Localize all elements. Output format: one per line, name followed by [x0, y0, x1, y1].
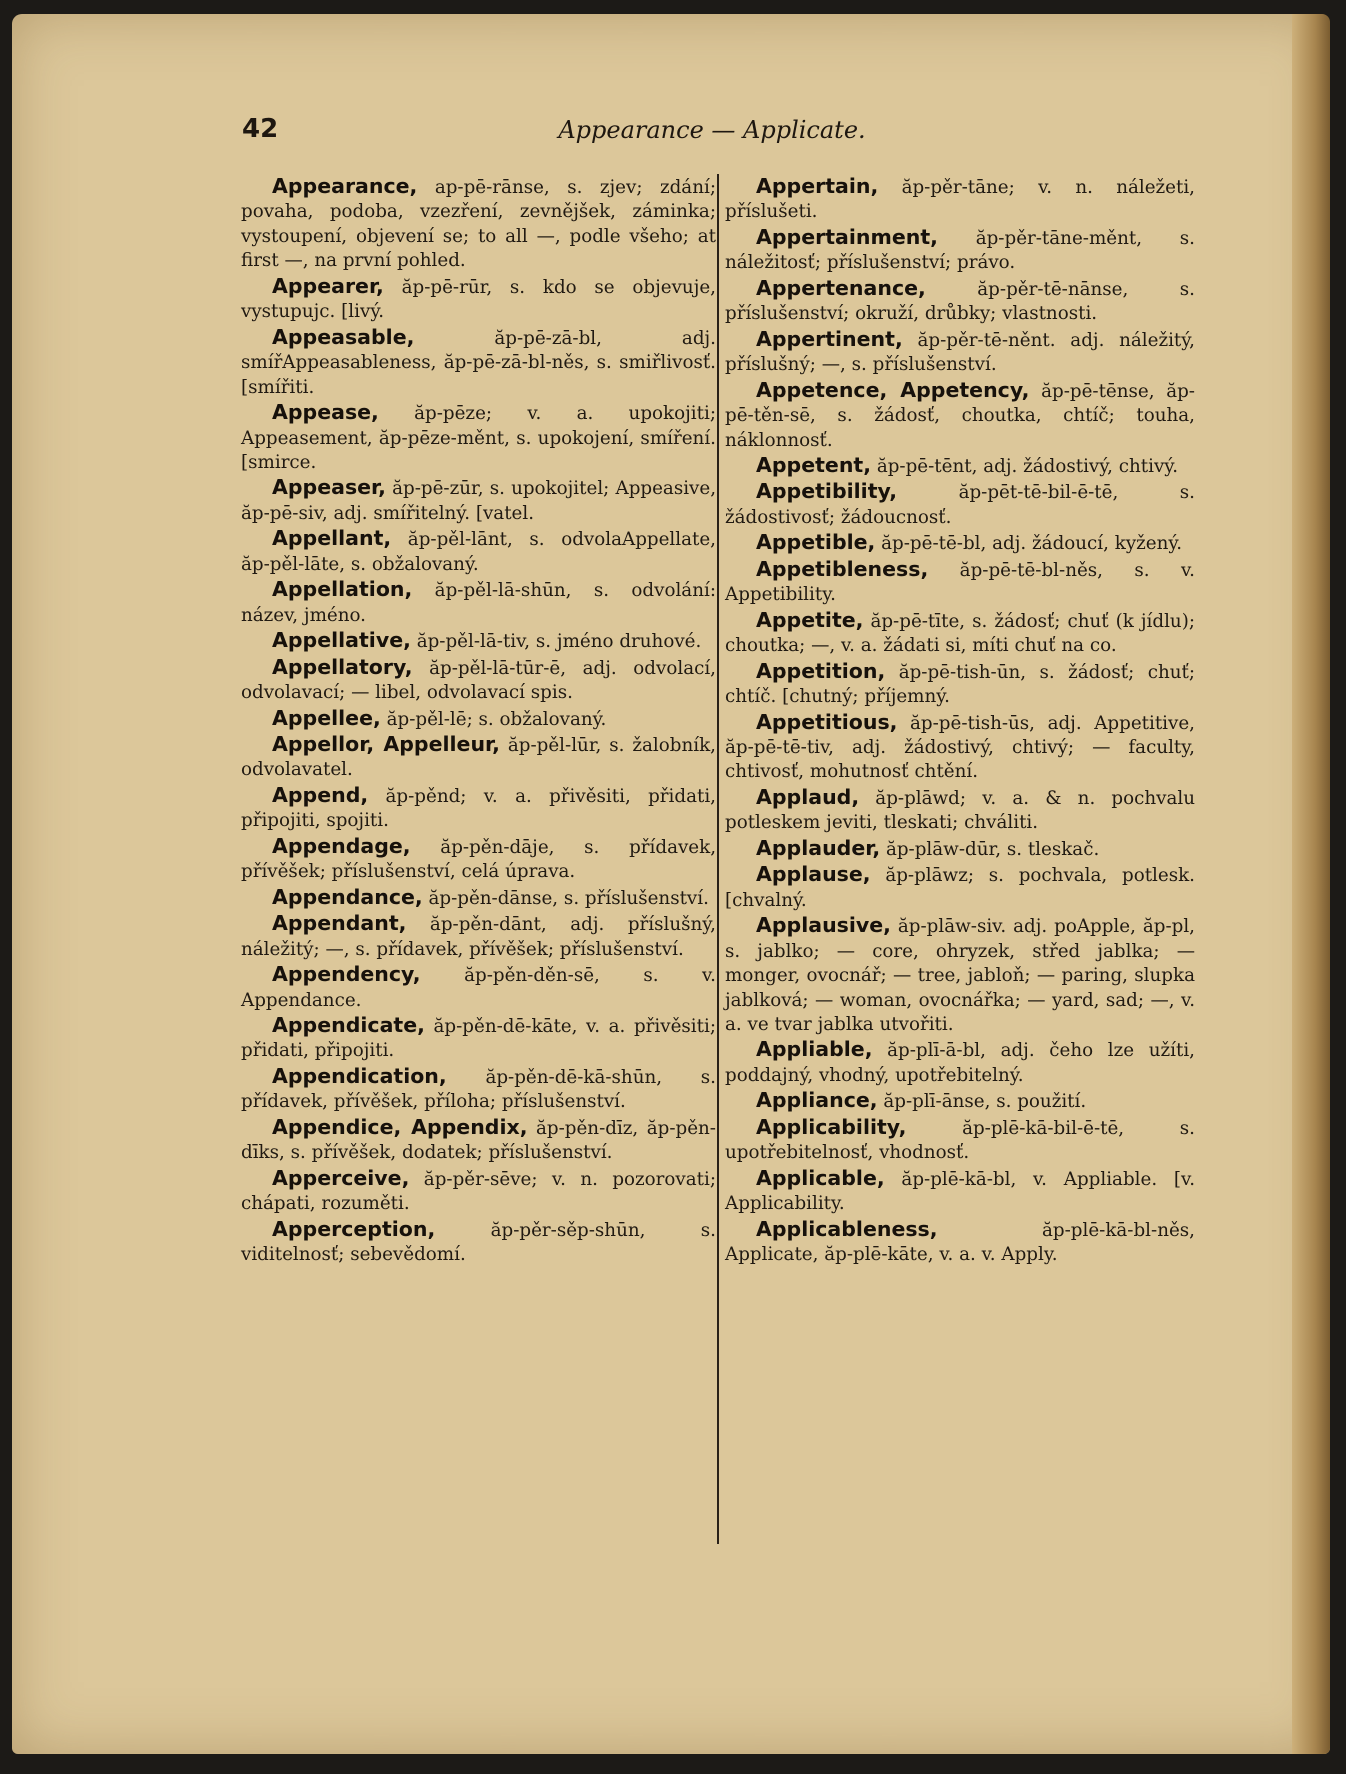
dictionary-entry [725, 225, 1195, 276]
entry-headword: Append, [272, 782, 369, 807]
entry-headword: Appellation, [272, 577, 413, 602]
entry-definition: ăp-pěn-dē-kā-shūn, s. přídavek, přívěšek, příloha; příslušenství. [241, 1066, 716, 1113]
entry-headword: Appertenance, [756, 275, 926, 300]
dictionary-entry [241, 783, 716, 834]
dictionary-entry [725, 276, 1195, 327]
entry-headword: Appendication, [272, 1063, 447, 1088]
entry-headword: Applausive, [756, 913, 891, 938]
dictionary-entry [725, 453, 1195, 479]
entry-headword: Appease, [272, 400, 379, 425]
entry-definition: ăp-plē-kā-bl, v. Appliable. [v. Applicability. [725, 1168, 1195, 1215]
entry-definition: ăp-pēt-tē-bil-ē-tē, s. žádostivosť; žádoucnosť. [725, 482, 1195, 528]
entry-definition: ăp-pěr-sěp-shūn, s. viditelnosť; sebevědomí. [241, 1219, 716, 1266]
entry-definition: ăp-pěn-dānt, adj. příslušný, náležitý; —, s. přídavek, přívěšek; příslušenství. [241, 914, 716, 960]
dictionary-entry [725, 327, 1195, 378]
entry-definition: ăp-pěn-dē-kāte, v. a. přivěsiti; přidati, připojiti. [241, 1015, 716, 1062]
dictionary-entry [241, 174, 716, 274]
entry-headword: Appetent, [756, 452, 872, 477]
entry-definition: ăp-pěr-tāne-měnt, s. náležitosť; příslušenství; právo. [725, 227, 1195, 274]
dictionary-entry [241, 628, 716, 654]
dictionary-entry [241, 526, 716, 577]
dictionary-entry [241, 706, 716, 732]
dictionary-entry [241, 475, 716, 526]
entry-definition: ăp-plāwz; s. pochvala, potlesk. [chvalný. [725, 865, 1195, 911]
entry-definition: ăp-pěn-dāje, s. přídavek, přívěšek; příslušenství, celá úprava. [241, 836, 716, 883]
entry-definition: ăp-pěn-děn-sē, s. v. Appendance. [241, 965, 716, 1011]
entry-definition: ăp-plī-ā-bl, adj. čeho lze užíti, poddajný, vhodný, upotřebitelný. [725, 1040, 1195, 1086]
dictionary-entry [241, 577, 716, 628]
dictionary-entry [241, 1217, 716, 1268]
entry-headword: Appertain, [756, 174, 879, 198]
entry-headword: Applicability, [756, 1114, 907, 1139]
entry-definition: ăp-pē-tīte, s. žádosť; chuť (k jídlu); choutka; —, v. a. žádati si, míti chuť na co. [725, 610, 1195, 657]
entry-headword: Appetition, [756, 658, 886, 683]
entry-definition: ăp-plāw-siv. adj. poApple, ăp-pl, s. jablko; — core, ohryzek, střed jablka; — monger, ovocnář; — tree, jabloň; — paring, slupka jablková; — woman, ovocnářka; — yard, sad; —, v. a. ve tvar jablka utvořiti. [725, 916, 1195, 1035]
dictionary-entry [241, 1013, 716, 1064]
dictionary-entry [241, 400, 716, 475]
entry-definition: ăp-pēze; v. a. upokojiti; Appeasement, ăp-pēze-měnt, s. upokojení, smíření. [smirce. [241, 403, 716, 473]
dictionary-entry [241, 1115, 716, 1166]
dictionary-entry [725, 608, 1195, 659]
entry-headword: Appeaser, [272, 475, 386, 500]
dictionary-entry [241, 962, 716, 1013]
entry-headword: Appertainment, [756, 224, 938, 249]
column-divider [717, 174, 719, 1544]
entry-definition: ăp-pē-zūr, s. upokojitel; Appeasive, ăp-pē-siv, adj. smířitelný. [vatel. [241, 478, 716, 524]
entry-definition: ăp-pē-zā-bl, adj. smířAppeasableness, ăp-pē-zā-bl-něs, s. smiřlivosť. [smířiti. [241, 327, 716, 398]
dictionary-entry [241, 834, 716, 885]
running-head: Appearance — Applicate. [558, 116, 866, 144]
entry-definition: ăp-pē-rūr, s. kdo se objevuje, vystupujc. [livý. [241, 276, 716, 323]
entry-definition: ăp-pěr-tāne; v. n. náležeti, příslušeti. [725, 177, 1195, 223]
entry-headword: Appellatory, [272, 654, 413, 679]
entry-definition: ăp-pěl-lā-tiv, s. jméno druhové. [410, 631, 702, 653]
entry-headword: Appertinent, [756, 326, 903, 351]
entry-headword: Appellee, [272, 705, 381, 730]
entry-headword: Appendicate, [272, 1012, 425, 1037]
entry-headword: Applicable, [756, 1165, 885, 1190]
page-number: 42 [242, 114, 279, 144]
dictionary-entry [725, 479, 1195, 530]
dictionary-entry [725, 1115, 1195, 1166]
entry-definition: ăp-pěr-sēve; v. n. pozorovati; chápati, rozuměti. [241, 1168, 716, 1215]
entry-headword: Appearance, [272, 174, 418, 198]
entry-definition: ăp-plāw-dūr, s. tleskač. [880, 838, 1100, 860]
entry-headword: Appetitious, [756, 709, 898, 734]
entry-headword: Appliance, [756, 1088, 878, 1113]
entry-headword: Apperception, [272, 1216, 436, 1241]
entry-definition: ăp-plī-ānse, s. použití. [877, 1091, 1087, 1113]
dictionary-entry [725, 785, 1195, 836]
entry-definition: ăp-plāwd; v. a. & n. pochvalu potleskem jeviti, tleskati; chváliti. [725, 787, 1195, 834]
entry-headword: Applause, [756, 862, 871, 887]
dictionary-entry [241, 655, 716, 706]
dictionary-entry [725, 1088, 1195, 1114]
dictionary-entry [241, 1166, 716, 1217]
dictionary-entry [241, 885, 716, 911]
dictionary-entry [725, 1037, 1195, 1088]
entry-definition: ăp-pěl-lūr, s. žalobník, odvolavatel. [241, 734, 716, 781]
entry-headword: Appellant, [272, 526, 392, 551]
entry-headword: Appendant, [272, 911, 407, 936]
dictionary-entry [725, 710, 1195, 785]
entry-definition: ăp-pē-tēnse, ăp-pē-těn-sē, s. žádosť, choutka, chtíč; touha, náklonnosť. [725, 380, 1195, 451]
entry-headword: Appendage, [272, 833, 411, 858]
dictionary-entry [241, 274, 716, 325]
entry-headword: Appetibleness, [756, 556, 929, 581]
entry-definition: ăp-plē-kā-bl-něs, Applicate, ăp-plē-kāte, v. a. v. Apply. [725, 1219, 1195, 1266]
page-header [242, 114, 1182, 154]
entry-headword: Appetibility, [756, 479, 898, 504]
entry-definition: ăp-pěl-lānt, s. odvolaAppellate, ăp-pěl-lāte, s. obžalovaný. [241, 529, 716, 575]
entry-definition: ăp-pē-tē-bl-něs, s. v. Appetibility. [725, 559, 1195, 606]
entry-definition: ăp-pěn-dīz, ăp-pěn-dīks, s. přívěšek, dodatek; příslušenství. [241, 1117, 716, 1164]
dictionary-entry [725, 862, 1195, 913]
dictionary-entry [725, 836, 1195, 862]
dictionary-entry [725, 557, 1195, 608]
dictionary-entry [725, 530, 1195, 556]
entry-headword: Appendance, [272, 884, 423, 909]
entry-definition: ăp-pěnd; v. a. přivěsiti, přidati, připojiti, spojiti. [241, 785, 716, 832]
entry-headword: Appellative, [272, 628, 411, 653]
entry-definition: ăp-pěn-dānse, s. příslušenství. [422, 887, 709, 909]
entry-headword: Appetible, [756, 530, 876, 555]
dictionary-entry [725, 659, 1195, 710]
entry-headword: Appetite, [756, 607, 864, 632]
entry-definition: ăp-pěl-lē; s. obžalovaný. [380, 708, 607, 730]
entry-headword: Appliable, [756, 1037, 873, 1062]
entry-definition: ăp-pěr-tē-něnt. adj. náležitý, příslušný; —, s. příslušenství. [725, 329, 1195, 376]
entry-definition: ăp-pē-tē-bl, adj. žádoucí, kyžený. [875, 533, 1183, 555]
dictionary-entry [725, 1217, 1195, 1268]
left-column [241, 174, 716, 1267]
entry-headword: Appendency, [272, 962, 421, 987]
page-spine [1292, 14, 1330, 1754]
entry-headword: Appellor, Appelleur, [272, 731, 500, 756]
entry-headword: Applicableness, [756, 1216, 938, 1241]
dictionary-entry [725, 913, 1195, 1037]
entry-definition: ăp-pěr-tē-nānse, s. příslušenství; okruží, drůbky; vlastnosti. [725, 278, 1195, 325]
entry-headword: Applaud, [756, 784, 860, 809]
dictionary-entry [725, 174, 1195, 225]
entry-definition: ăp-pē-tēnt, adj. žádostivý, chtivý. [871, 455, 1179, 477]
dictionary-entry [241, 911, 716, 962]
dictionary-entry [241, 1064, 716, 1115]
dictionary-entry [725, 1166, 1195, 1217]
entry-headword: Apperceive, [272, 1165, 410, 1190]
entry-definition: ap-pē-rānse, s. zjev; zdání; povaha, podoba, vzezření, zevnějšek, záminka; vystoupení, objevení se; to all —, podle všeho; at first —, na první pohled. [241, 177, 716, 272]
book-page [12, 14, 1330, 1754]
right-column [725, 174, 1195, 1267]
entry-definition: ăp-plē-kā-bil-ē-tē, s. upotřebitelnosť, vhodnosť. [725, 1117, 1195, 1164]
dictionary-entry [241, 325, 716, 400]
entry-headword: Appetence, Appetency, [756, 377, 1030, 402]
entry-definition: ăp-pěl-lā-tūr-ē, adj. odvolací, odvolavací; — libel, odvolavací spis. [241, 657, 716, 704]
entry-definition: ăp-pē-tish-ūs, adj. Appetitive, ăp-pē-tē-tiv, adj. žádostivý, chtivý; — faculty, chtivosť, mohutnosť chtění. [725, 712, 1195, 783]
entry-headword: Appeasable, [272, 324, 415, 349]
dictionary-entry [725, 378, 1195, 453]
entry-headword: Appearer, [272, 273, 384, 298]
dictionary-entry [241, 732, 716, 783]
entry-definition: ăp-pěl-lā-shūn, s. odvolání: název, jméno. [241, 580, 716, 626]
entry-definition: ăp-pē-tish-ūn, s. žádosť; chuť; chtíč. [chutný; příjemný. [725, 661, 1195, 708]
entry-headword: Appendice, Appendix, [272, 1114, 528, 1139]
entry-headword: Applauder, [756, 835, 881, 860]
